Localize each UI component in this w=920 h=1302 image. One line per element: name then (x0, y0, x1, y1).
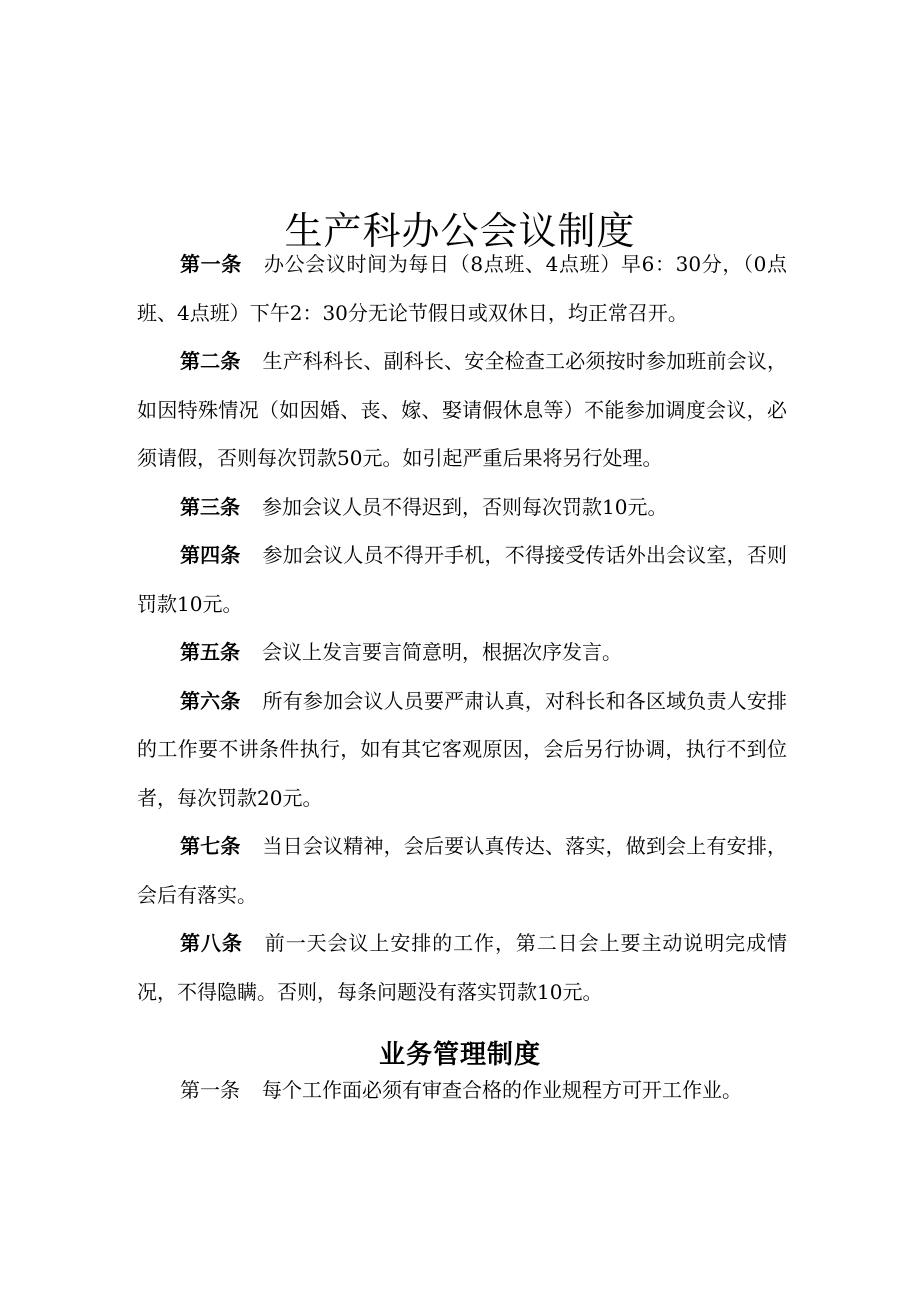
article-label: 第六条 (180, 688, 241, 713)
article-text: 办公会议时间为每日（8点班、4点班）早6：30分，（0点班、4点班）下午2：30分无论节假日或双休日，均正常召开。 (137, 252, 787, 325)
article-7 (137, 822, 787, 919)
meeting-rules-body (137, 240, 787, 1016)
article-text: 前一天会议上安排的工作，第二日会上要主动说明完成情况，不得隐瞒。否则，每条问题没有落实罚款10元。 (137, 931, 788, 1004)
article-text: 生产科科长、副科长、安全检查工必须按时参加班前会议，如因特殊情况（如因婚、丧、嫁、娶请假休息等）不能参加调度会议，必须请假，否则每次罚款50元。如引起严重后果将另行处理。 (137, 349, 788, 470)
article-text: 当日会议精神，会后要认真传达、落实，做到会上有安排，会后有落实。 (137, 834, 788, 907)
article-5 (137, 628, 787, 677)
article-label: 第二条 (180, 349, 241, 373)
article-label: 第一条 (180, 1078, 240, 1102)
article-text: 会议上发言要言简意明，根据次序发言。 (262, 640, 622, 664)
article-label: 第七条 (180, 834, 241, 858)
article-label: 第八条 (180, 931, 243, 955)
article-label: 第五条 (180, 640, 240, 664)
business-rules-body (137, 1066, 787, 1115)
article-label: 第四条 (180, 543, 241, 567)
article-6 (137, 677, 787, 823)
article-text: 参加会议人员不得迟到，否则每次罚款10元。 (262, 494, 668, 519)
document-title: 生产科办公会议制度 (284, 209, 636, 254)
article-2 (137, 337, 787, 483)
section-title: 业务管理制度 (378, 1039, 541, 1070)
article-8 (137, 919, 787, 1016)
article-3 (137, 483, 787, 532)
article-text: 参加会议人员不得开手机，不得接受传话外出会议室，否则罚款10元。 (137, 543, 788, 616)
article-text: 每个工作面必须有审查合格的作业规程方可开工作业。 (262, 1078, 742, 1102)
article-label: 第三条 (180, 494, 240, 519)
article-label: 第一条 (180, 252, 242, 276)
section2-article-1 (137, 1066, 787, 1115)
article-4 (137, 531, 787, 628)
article-1 (137, 240, 787, 337)
article-text: 所有参加会议人员要严肃认真，对科长和各区域负责人安排的工作要不讲条件执行，如有其它客观原因，会后另行协调，执行不到位者，每次罚款20元。 (137, 688, 788, 810)
